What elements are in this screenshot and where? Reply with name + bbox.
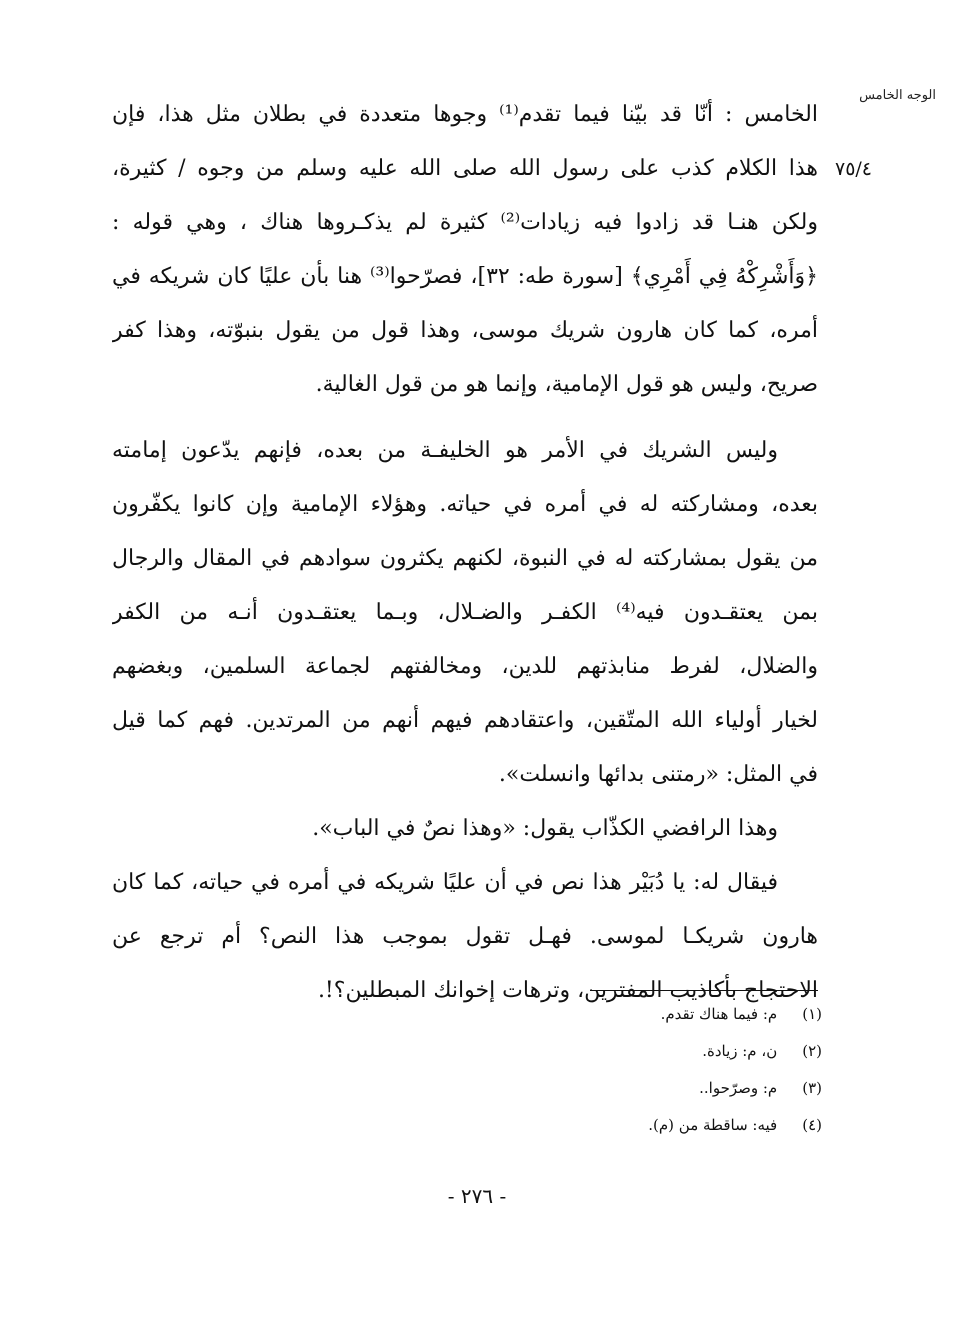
text-line: صريح، وليس هو قول الإمامية، وإنما هو من قول الغالية. — [315, 372, 818, 397]
footnote-number: (٤) — [802, 1116, 822, 1134]
footnote-text: ن، م: زيادة. — [702, 1042, 778, 1060]
text-line: والضلال، لفرط منابذتهم للدين، ومخالفتهم لجماعة السلمين، وبغضهم — [112, 654, 818, 679]
text-line: ولكن هنـا قد زادوا فيه زيادات⁽²⁾ كثيرة لم يذكـروها هناك ، وهي قوله : — [112, 210, 818, 235]
main-text — [112, 88, 818, 1018]
text-line: بعده، ومشاركته له في أمره في حياته. وهؤلاء الإمامية وإن كانوا يكفّرون — [112, 492, 818, 517]
text-line: فيقال له: يا دُبَيْر هذا نص في أن عليًا شريكه في أمره في حياته، كما كان — [112, 870, 778, 895]
footnote-separator — [590, 990, 818, 991]
text-line: لخيار أولياء الله المتّقين، واعتقادهم فيهم أنهم من المرتدين. فهم كما قيل — [112, 708, 818, 733]
footnote — [560, 1070, 822, 1107]
footnote-text: فيه: ساقطة من (م). — [648, 1116, 778, 1134]
footnote — [560, 1107, 822, 1144]
footnote-number: (١) — [802, 1005, 822, 1023]
footnote-number: (٣) — [802, 1079, 822, 1097]
footnote-number: (٢) — [802, 1042, 822, 1060]
footnote-text: م: فيما هناك تقدم. — [660, 1005, 778, 1023]
text-line: أمره، كما كان هارون شريك موسى، وهذا قول من يقول بنبوّته، وهذا كفر — [112, 318, 818, 343]
text-line: هارون شريكـا لموسى. فهـل تقول بموجب هذا النص؟ أم ترجع عن — [112, 924, 818, 949]
footnote-text: م: وصرّحوا.. — [699, 1079, 778, 1097]
footnote — [560, 1033, 822, 1070]
text-line: الاحتجاج بأكاذيب المفترين، وترهات إخوانك المبطلين؟!. — [317, 978, 818, 1003]
text-line: من يقول بمشاركته له في النبوة، لكنهم يكثرون سوادهم في المقال والرجال — [112, 546, 818, 571]
text-line: وليس الشريك في الأمر هو الخليفـة من بعده، فإنهم يدّعون إمامته — [112, 438, 778, 463]
page-number: - ٢٧٦ - — [447, 1184, 507, 1208]
text-line: الخامس : أنّا قد بيّنا فيما تقدم⁽¹⁾ وجوها متعددة في بطلان مثل هذا، فإن — [112, 102, 818, 127]
margin-volume-page-ref: ٧٥/٤ — [834, 158, 873, 180]
text-line: في المثل: «رمتنى بدائها وانسلت». — [498, 762, 818, 787]
text-line: وهذا الرافضي الكذّاب يقول: «وهذا نصٌ في الباب». — [312, 816, 778, 841]
text-line: بمن يعتقـدون فيه⁽⁴⁾ الكفـر والضـلال، وبـما يعتقـدون أنـه من الكفر — [112, 600, 818, 625]
footnote — [560, 996, 822, 1033]
text-line: هذا الكلام كذب على رسول الله صلى الله عليه وسلم من وجوه / كثيرة، — [112, 156, 818, 181]
margin-section-label: الوجه الخامس — [859, 88, 936, 103]
text-line: ﴿وَأَشْرِكْهُ فِي أَمْرِي﴾ [سورة طه: ٣٢]، فصرّحوا⁽³⁾ هنا بأن عليًا كان شريكه في — [112, 264, 818, 289]
footnotes — [560, 996, 822, 1144]
